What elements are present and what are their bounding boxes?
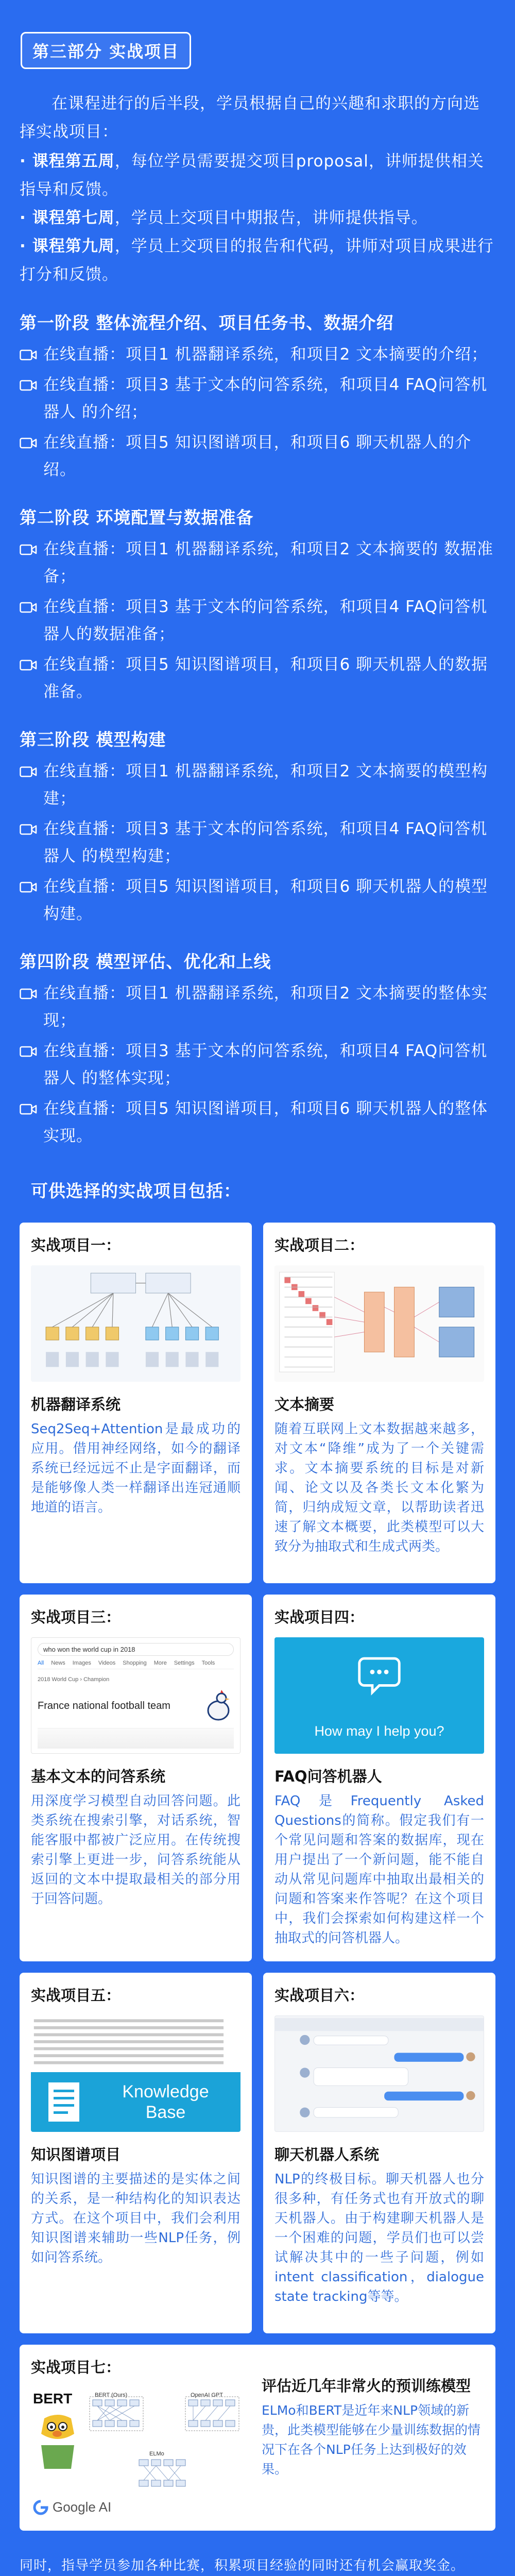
video-camera-icon xyxy=(20,1104,37,1115)
bullet-text: ，每位学员需要提交项目proposal，讲师提供相关指导和反馈。 xyxy=(20,152,484,199)
video-camera-icon xyxy=(20,659,37,671)
project-card-3 xyxy=(20,1595,252,1961)
phase-title: 第一阶段 整体流程介绍、项目任务书、数据介绍 xyxy=(20,313,394,333)
video-camera-icon xyxy=(20,882,37,893)
card-description: ELMo和BERT是近年来NLP领域的新贵，此类模型能够在少量训练数据的情况下在各个NLP任务上达到极好的效果。 xyxy=(262,2403,481,2477)
rooster-icon xyxy=(203,1688,234,1724)
video-camera-icon xyxy=(20,437,37,449)
card-description: NLP的终极目标。聊天机器人也分很多种，有任务式也有开放式的聊天机器人。由于构建聊天机器人是一个困难的问题，学员们也可以尝试解决其中的一些子问题，例如intent classification，dialogue state tracking等等。 xyxy=(274,2172,484,2304)
card-label: 实战项目六： xyxy=(274,1987,365,2004)
bullet-week9: · 课程第九周，学员上交项目的报告和代码，讲师对项目成果进行打分和反馈。 xyxy=(20,237,494,284)
search-tabs: All News Images Videos Shopping More Settings Tools xyxy=(38,1660,234,1669)
bullet-week-label: 课程第七周 xyxy=(32,209,115,227)
card-label: 实战项目四： xyxy=(274,1608,365,1626)
project-card-6 xyxy=(263,1973,495,2333)
search-box: who won the world cup in 2018 xyxy=(38,1643,234,1656)
phase-3 xyxy=(20,726,495,928)
card-name: 文本摘要 xyxy=(274,1396,335,1413)
video-camera-icon xyxy=(20,766,37,777)
phase-item: 在线直播：项目5 知识图谱项目，和项目6 聊天机器人的介绍。 xyxy=(20,429,495,484)
card-description: Seq2Seq+Attention是最成功的应用。借用神经网络，如今的翻译系统已经远远不止是字面翻译，而是能够像人类一样翻译出连冠通顺地道的语言。 xyxy=(31,1421,241,1515)
bullet-week-label: 课程第九周 xyxy=(32,237,115,256)
arch-label-elmo: ELMo xyxy=(149,2451,164,2457)
card-name: 基本文本的问答系统 xyxy=(31,1768,166,1785)
section-title: 第三部分 实战项目 xyxy=(21,32,191,69)
phase-item: 在线直播：项目5 知识图谱项目，和项目6 聊天机器人的模型构建。 xyxy=(20,873,495,928)
video-camera-icon xyxy=(20,544,37,555)
project-card-2 xyxy=(263,1223,495,1583)
card-description: 用深度学习模型自动回答问题。此类系统在搜索引擎，对话系统，智能客服中都被广泛应用。在传统搜索引擎上更进一步，问答系统能从返回的文本中提取最相关的部分用于回答问题。 xyxy=(31,1793,241,1907)
card-label: 实战项目三： xyxy=(31,1608,121,1626)
bullet-week7: · 课程第七周，学员上交项目中期报告，讲师提供指导。 xyxy=(20,209,428,227)
bullet-week5: · 课程第五周，每位学员需要提交项目proposal，讲师提供相关指导和反馈。 xyxy=(20,152,484,199)
phase-item: 在线直播：项目1 机器翻译系统，和项目2 文本摘要的整体实现； xyxy=(20,980,495,1035)
speech-bubble-icon xyxy=(359,1658,400,1692)
phase-item: 在线直播：项目1 机器翻译系统，和项目2 文本摘要的模型构建； xyxy=(20,758,495,812)
card-label: 实战项目五： xyxy=(31,1987,121,2004)
card-description: FAQ是Frequently Asked Questions的简称。假定我们有一个常见问题和答案的数据库，现在用户提出了一个新问题，能不能自动从常见问题库中抽取出最相关的问题和答案来作答呢？在这个项目中，我们会探索如何构建这样一个抽取式的问答机器人。 xyxy=(274,1793,484,1946)
card-name: 聊天机器人系统 xyxy=(274,2146,380,2163)
document-icon xyxy=(41,2077,91,2127)
bubble-text: How may I help you? xyxy=(314,1723,444,1739)
footer-note: 同时，指导学员参加各种比赛，积累项目经验的同时还有机会赢取奖金。 xyxy=(20,2558,465,2573)
kb-line-2: Base xyxy=(145,2103,186,2122)
phase-4 xyxy=(20,948,495,1150)
knowledge-base-image xyxy=(31,2015,241,2132)
video-camera-icon xyxy=(20,602,37,613)
card-label: 实战项目二： xyxy=(274,1236,365,1254)
chatbot-banner-image xyxy=(274,1637,484,1754)
card-description: 知识图谱的主要描述的是实体之间的关系，是一种结构化的知识表达方式。在这个项目中，我们会利用知识图谱来辅助一些NLP任务，例如问答系统。 xyxy=(31,2172,241,2265)
video-camera-icon xyxy=(20,1046,37,1057)
phase-title: 第二阶段 环境配置与数据准备 xyxy=(20,507,254,528)
video-camera-icon xyxy=(20,988,37,999)
phase-item: 在线直播：项目3 基于文本的问答系统，和项目4 FAQ问答机器人 的模型构建； xyxy=(20,816,495,870)
google-ai-label: Google AI xyxy=(53,2499,112,2515)
phase-item: 在线直播：项目3 基于文本的问答系统，和项目4 FAQ问答机器人 的介绍； xyxy=(20,371,495,426)
project-card-5 xyxy=(20,1973,252,2333)
kb-line-1: Knowledge xyxy=(122,2082,209,2102)
arch-label-bert: BERT (Ours) xyxy=(95,2392,128,2398)
phase-item: 在线直播：项目1 机器翻译系统，和项目2 文本摘要的介绍； xyxy=(20,341,495,368)
project-card-7 xyxy=(20,2345,495,2531)
phase-item: 在线直播：项目1 机器翻译系统，和项目2 文本摘要的 数据准备； xyxy=(20,536,495,590)
phase-item: 在线直播：项目3 基于文本的问答系统，和项目4 FAQ问答机器人的数据准备； xyxy=(20,594,495,648)
video-camera-icon xyxy=(20,349,37,361)
bert-muppet-icon xyxy=(34,2413,81,2470)
card-description: 随着互联网上文本数据越来越多，对文本“降维”成为了一个关键需求。文本摘要系统的目标是对新闻、论文以及各类长文本化繁为简，归纳成短文章，以帮助读者迅速了解文本概要，此类模型可以大致分为抽取式和生成式两类。 xyxy=(274,1421,484,1554)
arch-label-gpt: OpenAI GPT xyxy=(191,2392,223,2398)
card-name: 机器翻译系统 xyxy=(31,1396,121,1413)
project-card-1 xyxy=(20,1223,252,1583)
project-cards xyxy=(20,1223,495,2531)
chat-screenshot-image xyxy=(274,2015,484,2132)
phase-item: 在线直播：项目5 知识图谱项目，和项目6 聊天机器人的数据准备。 xyxy=(20,651,495,706)
bullet-text: ，学员上交项目的报告和代码，讲师对项目成果进行打分和反馈。 xyxy=(20,237,494,284)
phase-title: 第三阶段 模型构建 xyxy=(20,730,166,750)
google-ai-icon xyxy=(33,2500,48,2515)
projects-heading: 可供选择的实战项目包括： xyxy=(31,1181,241,1201)
project-card-4 xyxy=(263,1595,495,1961)
bullet-week-label: 课程第五周 xyxy=(32,152,115,171)
card-label: 实战项目七： xyxy=(31,2359,121,2376)
search-breadcrumb: 2018 World Cup › Champion xyxy=(38,1676,110,1683)
phase-1 xyxy=(20,310,495,484)
search-result-image xyxy=(31,1637,241,1754)
card-name: 评估近几年非常火的预训练模型 xyxy=(262,2377,471,2395)
card-name: FAQ问答机器人 xyxy=(274,1768,382,1785)
week-bullets xyxy=(20,147,495,289)
intro-paragraph: 在课程进行的后半段，学员根据自己的兴趣和求职的方向选择实战项目： xyxy=(20,94,480,141)
phase-item: 在线直播：项目5 知识图谱项目，和项目6 聊天机器人的整体实现。 xyxy=(20,1095,495,1150)
phase-2 xyxy=(20,504,495,706)
card-label: 实战项目一： xyxy=(31,1236,121,1254)
video-camera-icon xyxy=(20,824,37,835)
search-answer: France national football team xyxy=(38,1700,170,1711)
seq2seq-diagram-image xyxy=(31,1265,241,1382)
bullet-text: ，学员上交项目中期报告，讲师提供指导。 xyxy=(114,209,428,227)
bert-label: BERT xyxy=(33,2391,73,2406)
phase-title: 第四阶段 模型评估、优化和上线 xyxy=(20,952,271,972)
bert-architecture-image xyxy=(31,2387,252,2516)
phase-item: 在线直播：项目3 基于文本的问答系统，和项目4 FAQ问答机器人 的整体实现； xyxy=(20,1038,495,1092)
video-camera-icon xyxy=(20,380,37,391)
card-name: 知识图谱项目 xyxy=(31,2146,121,2163)
attention-heatmap-image xyxy=(274,1265,484,1382)
